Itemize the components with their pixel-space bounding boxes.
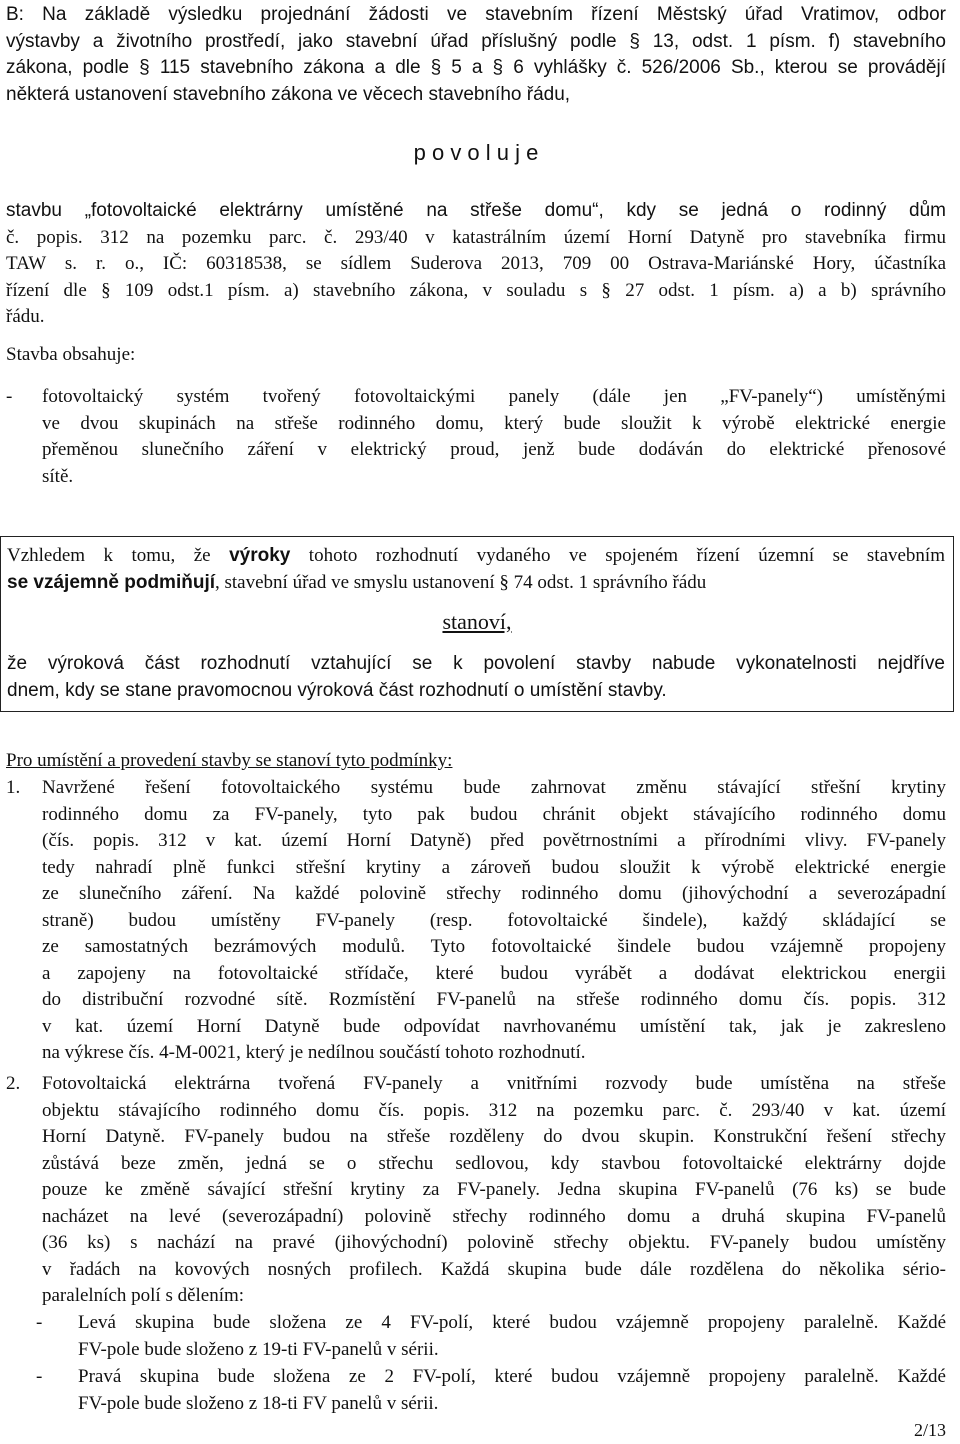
condition-number: 1. [6,777,21,798]
obsahuje-line: přeměnou slunečního záření v elektrický proud, jenž bude dodáván do elektrické přenosové [42,439,946,460]
condition-line: a zapojeny na fotovoltaické střídače, které budou vyrábět a dodávat elektrickou energii [42,962,946,984]
condition-line: v řadách na kovových nosných profilech. Každá skupina bude dále rozdělena do několika sério- [42,1258,946,1280]
box-bold-line: dnem, kdy se stane pravomocnou výroková část rozhodnutí o umístění stavby. [7,679,667,701]
intro-line: výstavby a životního prostředí, jako stavební úřad příslušný podle § 13, odst. 1 písm. f) stavebního [6,30,946,52]
intro-line: zákona, podle § 115 stavebního zákona a dle § 5 a § 6 vyhlášky č. 526/2006 Sb., kterou se provádějí [6,57,946,78]
intro-line: některá ustanovení stavebního zákona ve věcech stavebního řádu, [6,83,571,105]
subitem-line: Levá skupina bude složena ze 4 FV-polí, které budou vzájemně propojeny paralelně. Každé [78,1312,946,1333]
condition-line: (36 ks) s nachází na pravé (jihovýchodní) polovině střechy objektu. FV-panely budou umístěny [42,1232,946,1253]
condition-line: na výkrese čís. 4-M-0021, který je nedílnou součástí tohoto rozhodnutí. [42,1042,586,1063]
obsahuje-label: Stavba obsahuje: [6,344,136,365]
intro-paragraph [6,2,946,108]
box-line: Vzhledem k tomu, že výroky tohoto rozhodnutí vydaného ve spojeném řízení územní se stavebním [7,545,945,566]
condition-line: paralelních polí s dělením: [42,1285,245,1306]
obsahuje-line: ve dvou skupinách na střeše rodinného domu, který bude sloužit k výrobě elektrické energie [42,412,946,434]
condition-line: straně) budou umístěny FV-panely (resp. fotovoltaické šindele), každý skládající se [42,909,946,931]
condition-line: nacházet na levé (severozápadní) polovině střechy rodinného domu a druhá skupina FV-panelů [42,1205,946,1227]
list-bullet: - [36,1312,43,1333]
list-bullet: - [36,1366,43,1387]
condition-line: tedy nahradí plně funkci střešní krytiny a zároveň budou sloužit k výrobě elektrické energie [42,856,946,878]
condition-line: v kat. území Horní Datyně bude odpovídat navrhovanému umístění tak, jak je zakresleno [42,1015,946,1037]
subitem-line: FV-pole bude složeno z 19-ti FV-panelů v sérii. [78,1338,439,1360]
bold-phrase: se vzájemně podmiňují [7,571,215,593]
condition-line: ze samostatných bezrámových modulů. Tyto fotovoltaické šindele budou vzájemně propojeny [42,936,946,957]
intro-line: B: Na základě výsledku projednání žádosti ve stavebním řízení Městský úřad Vratimov, odbor [6,4,946,25]
condition-line: Navržené řešení fotovoltaického systému bude zahrnovat změnu stávající střešní krytiny [42,777,946,798]
heading-povoluje: p o v o l u j e [413,140,539,165]
bold-phrase: výroky [229,545,291,566]
condition-line: ze slunečního záření. Na každé polovině střechy rodinného domu (jihovýchodní a severozápadní [42,883,946,904]
condition-line: Fotovoltaická elektrárna tvořená FV-panely a vnitřními rozvody bude umístěna na střeše [42,1073,946,1094]
subitem-line: Pravá skupina bude složena ze 2 FV-polí, které budou vzájemně propojeny paralelně. Každé [78,1366,946,1387]
conditions-title: Pro umístění a provedení stavby se stanoví tyto podmínky: [6,750,453,771]
heading-stanovi: stanoví, [442,609,512,634]
list-bullet: - [6,386,13,407]
box-line: se vzájemně podmiňují, stavební úřad ve smyslu ustanovení § 74 odst. 1 správního řádu [7,571,707,593]
stavba-paragraph [6,198,946,331]
stavba-line: stavbu „fotovoltaické elektrárny umístěné na střeše domu“, kdy se jedná o rodinný dům [6,200,946,221]
page-number: 2/13 [913,1420,946,1440]
condition-line: do distribuční rozvodné sítě. Rozmístění FV-panelů na střeše rodinného domu čís. popis. 312 [42,989,946,1010]
condition-line: zůstává beze změn, jedná se o střechu sedlovou, kdy stavbou fotovoltaické elektrárny dojde [42,1152,946,1174]
condition-line: (čís. popis. 312 v kat. území Horní Datyně) před povětrnostními a přírodními vlivy. FV-panely [42,830,946,851]
condition-line: rodinného domu za FV-panely, tyto pak budou chránit objekt stávajícího rodinného domu [42,803,946,825]
obsahuje-line: sítě. [42,465,74,487]
box-bold-line: že výroková část rozhodnutí vztahující se k povolení stavby nabude vykonatelnosti nejdříve [7,653,945,674]
stavba-line: řádu. [6,306,45,327]
stavba-line: č. popis. 312 na pozemku parc. č. 293/40 v katastrálním území Horní Datyně pro stavebníka firmu [6,226,946,248]
condition-number: 2. [6,1073,21,1094]
subitem-line: FV-pole bude složeno z 18-ti FV panelů v sérii. [78,1392,439,1414]
condition-line: objektu stávajícího rodinného domu čís. popis. 312 na pozemku parc. č. 293/40 v kat. území [42,1099,946,1121]
obsahuje-line: fotovoltaický systém tvořený fotovoltaickými panely (dále jen „FV-panely“) umístěnými [42,386,946,407]
condition-line: Horní Datyně. FV-panely budou na střeše rozděleny do dvou skupin. Konstrukční řešení střechy [42,1126,946,1147]
stavba-line: řízení dle § 109 odst.1 písm. a) stavebního zákona, v souladu s § 27 odst. 1 písm. a) a b) správního [6,279,946,301]
condition-line: pouze ke změně sávající střešní krytiny za FV-panely. Jedna skupina FV-panelů (76 ks) se bude [42,1179,946,1200]
boxed-statement [0,536,954,712]
stavba-line: TAW s. r. o., IČ: 60318538, se sídlem Suderova 2013, 709 00 Ostrava-Mariánské Hory, účastníka [6,253,946,274]
